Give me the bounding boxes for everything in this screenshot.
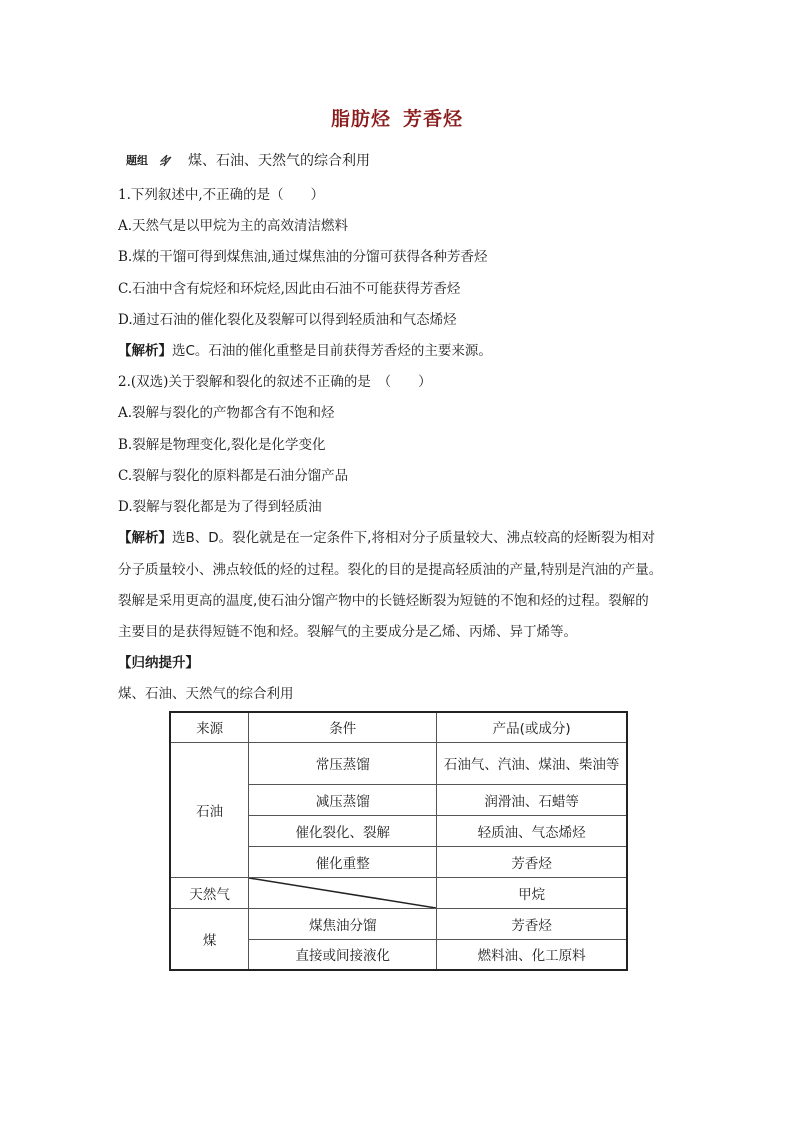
q1-analysis xyxy=(118,341,492,361)
summary-subtitle: 煤、石油、天然气的综合利用 xyxy=(118,686,294,702)
comprehensive-use-table xyxy=(169,711,628,971)
q2-analysis-label: 【解析】 xyxy=(118,530,172,546)
q2-analysis-line-3: 裂解是采用更高的温度,使石油分馏产物中的长链烃断裂为短链的不饱和烃的过程。裂解的 xyxy=(118,593,649,609)
condition-cell-empty xyxy=(249,877,437,908)
summary-label: 【归纳提升】 xyxy=(118,655,199,671)
q2-option-a: A.裂解与裂化的产物都含有不饱和烃 xyxy=(118,405,335,421)
lightning-icon xyxy=(158,152,174,168)
q1-option-c: C.石油中含有烷烃和环烷烃,因此由石油不可能获得芳香烃 xyxy=(118,281,461,297)
q2-analysis-text-1: 选B、D。裂化就是在一定条件下,将相对分子质量较大、沸点较高的烃断裂为相对 xyxy=(172,530,655,546)
q1-analysis-label: 【解析】 xyxy=(118,343,172,359)
table-row xyxy=(170,877,627,908)
q2-analysis-line-2: 分子质量较小、沸点较低的烃的过程。裂化的目的是提高轻质油的产量,特别是汽油的产量。 xyxy=(118,562,663,578)
header-source: 来源 xyxy=(170,712,249,742)
condition-cell: 催化裂化、裂解 xyxy=(249,815,437,846)
q2-analysis-line-4: 主要目的是获得短链不饱和烃。裂解气的主要成分是乙烯、丙烯、异丁烯等。 xyxy=(118,624,577,640)
source-petroleum: 石油 xyxy=(170,742,249,877)
condition-cell: 直接或间接液化 xyxy=(249,939,437,970)
q2-stem: 2.(双选)关于裂解和裂化的叙述不正确的是 （ ） xyxy=(118,374,432,390)
condition-cell: 煤焦油分馏 xyxy=(249,908,437,939)
product-cell: 芳香烃 xyxy=(437,908,627,939)
q2-option-c: C.裂解与裂化的原料都是石油分馏产品 xyxy=(118,468,349,484)
section-title: 煤、石油、天然气的综合利用 xyxy=(188,153,370,169)
section-header xyxy=(122,148,370,172)
source-coal: 煤 xyxy=(170,908,249,970)
condition-cell: 常压蒸馏 xyxy=(249,742,437,784)
section-badge xyxy=(122,150,174,170)
source-natural-gas: 天然气 xyxy=(170,877,249,908)
q2-option-d: D.裂解与裂化都是为了得到轻质油 xyxy=(118,499,322,515)
title-part-2: 芳香烃 xyxy=(403,108,464,130)
q1-option-a: A.天然气是以甲烷为主的高效清洁燃料 xyxy=(118,218,349,234)
product-cell: 燃料油、化工原料 xyxy=(437,939,627,970)
product-cell: 润滑油、石蜡等 xyxy=(437,784,627,815)
product-cell: 轻质油、气态烯烃 xyxy=(437,815,627,846)
q2-option-b: B.裂解是物理变化,裂化是化学变化 xyxy=(118,437,326,453)
table-row xyxy=(170,742,627,784)
product-cell: 甲烷 xyxy=(437,877,627,908)
condition-cell: 减压蒸馏 xyxy=(249,784,437,815)
header-condition: 条件 xyxy=(249,712,437,742)
section-badge-label: 题组 xyxy=(126,154,148,167)
table-row xyxy=(170,908,627,939)
product-cell: 芳香烃 xyxy=(437,846,627,877)
q2-analysis-line-1 xyxy=(118,528,655,548)
q1-stem: 1.下列叙述中,不正确的是（ ） xyxy=(118,187,325,203)
q1-analysis-text: 选C。石油的催化重整是目前获得芳香烃的主要来源。 xyxy=(172,343,492,359)
product-cell: 石油气、汽油、煤油、柴油等 xyxy=(437,742,627,784)
header-product: 产品(或成分) xyxy=(437,712,627,742)
document-title xyxy=(0,104,794,131)
q1-option-b: B.煤的干馏可得到煤焦油,通过煤焦油的分馏可获得各种芳香烃 xyxy=(118,249,488,265)
table-header-row xyxy=(170,712,627,742)
condition-cell: 催化重整 xyxy=(249,846,437,877)
diagonal-line xyxy=(249,878,436,908)
title-part-1: 脂肪烃 xyxy=(330,108,391,130)
q1-option-d: D.通过石油的催化裂化及裂解可以得到轻质油和气态烯烃 xyxy=(118,312,457,328)
